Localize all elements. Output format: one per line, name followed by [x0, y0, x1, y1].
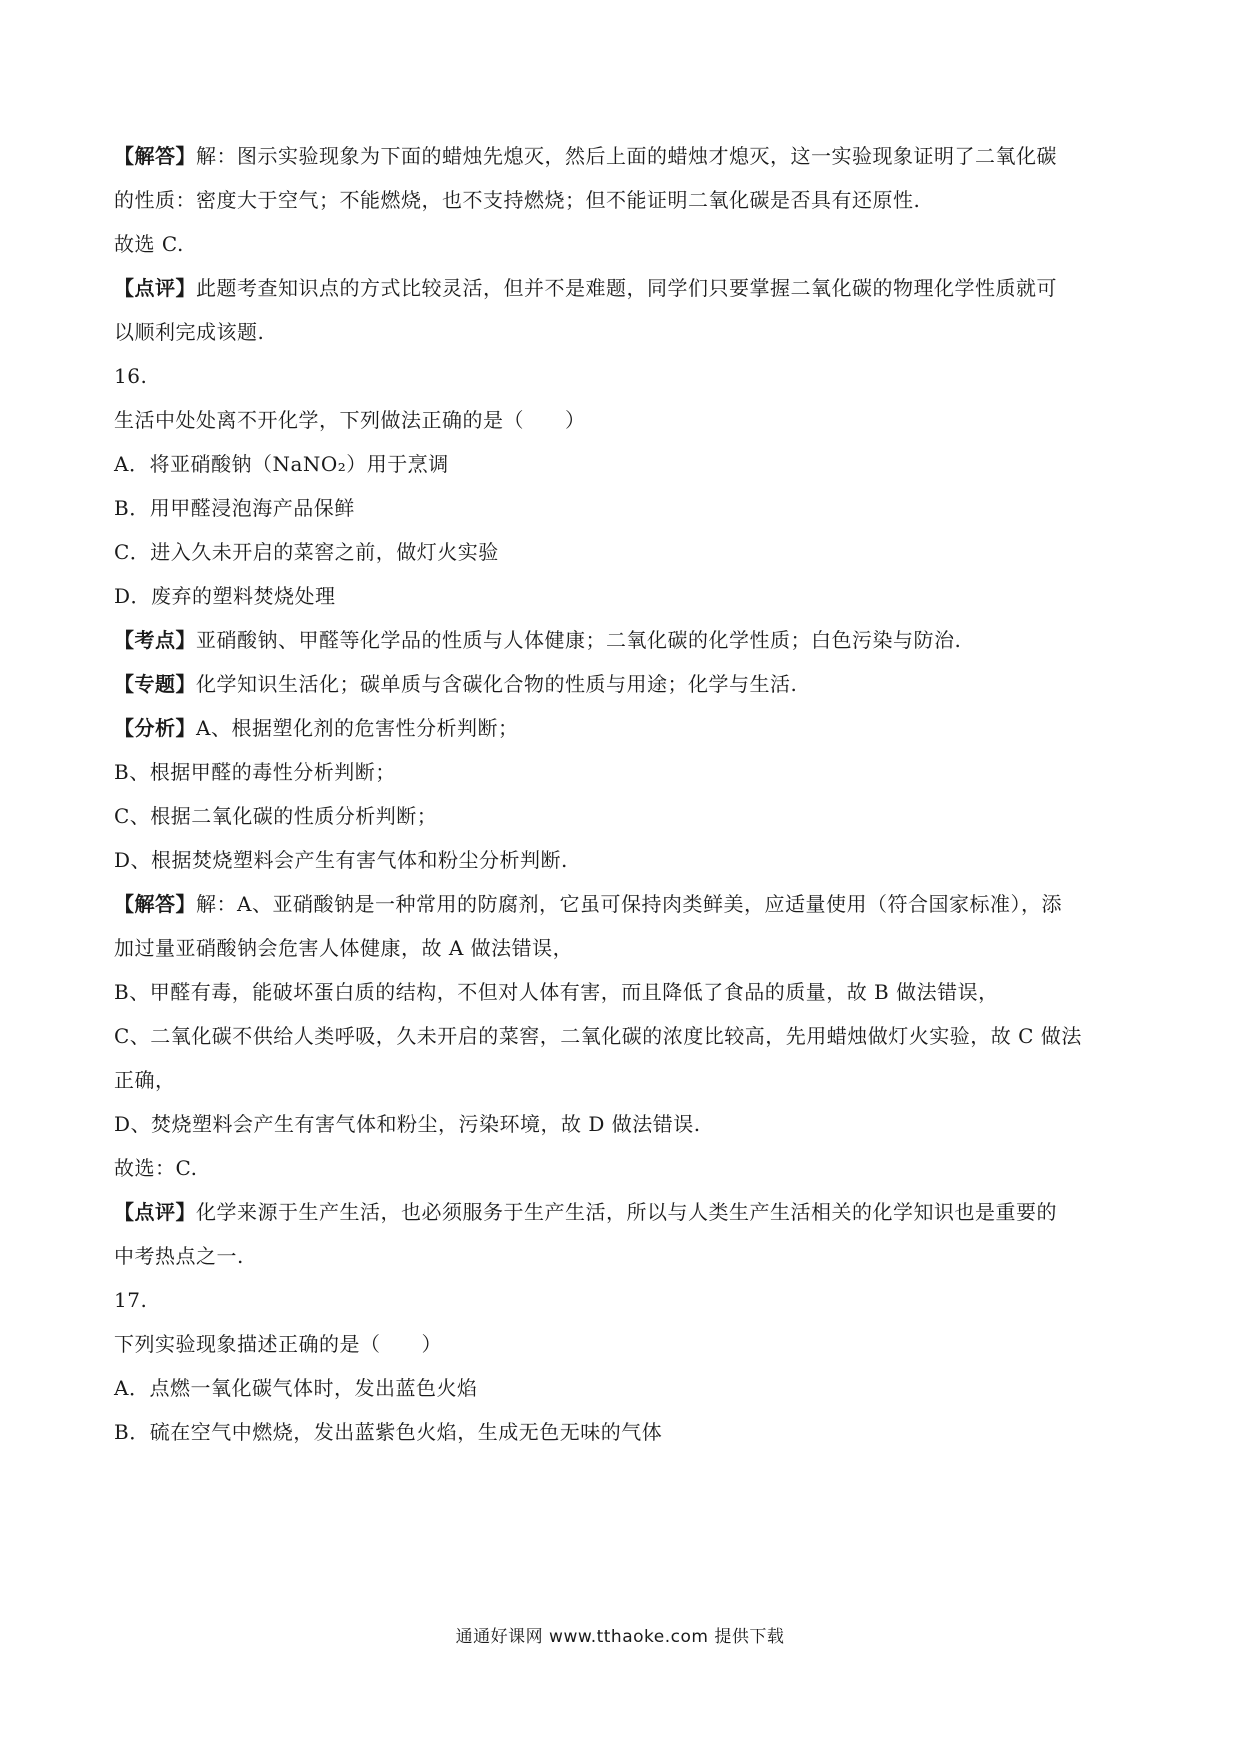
line-text: A．将亚硝酸钠（NaNO₂）用于烹调: [114, 452, 449, 476]
line-text: 故选：C.: [114, 1156, 198, 1180]
text-line-12: [114, 627, 961, 653]
section-tag: 【解答】: [114, 144, 196, 168]
line-text: 16.: [114, 364, 148, 388]
page-footer: 通通好课网 www.tthaoke.com 提供下载: [455, 1627, 785, 1647]
line-text: 化学来源于生产生活，也必须服务于生产生活，所以与人类生产生活相关的化学知识也是重要的: [196, 1200, 1057, 1224]
line-text: 解：A、亚硝酸钠是一种常用的防腐剂，它虽可保持肉类鲜美，应适量使用（符合国家标准），添: [196, 892, 1062, 916]
option-b-17: [114, 1419, 662, 1445]
text-line-23: [114, 1111, 701, 1137]
text-line-18: [114, 891, 1062, 917]
line-text: 故选 C.: [114, 232, 184, 256]
line-text: 下列实验现象描述正确的是（ ）: [114, 1332, 442, 1356]
option-c-16: [114, 539, 499, 565]
section-tag: 【分析】: [114, 716, 196, 740]
line-text: A．点燃一氧化碳气体时，发出蓝色火焰: [114, 1376, 478, 1400]
line-text: 17.: [114, 1288, 148, 1312]
text-line-4: [114, 275, 1057, 301]
line-text: 亚硝酸钠、甲醛等化学品的性质与人体健康；二氧化碳的化学性质；白色污染与防治.: [196, 628, 962, 652]
option-a-17: [114, 1375, 477, 1401]
option-b-16: [114, 495, 355, 521]
line-text: B．硫在空气中燃烧，发出蓝紫色火焰，生成无色无味的气体: [114, 1420, 663, 1444]
text-line-1: [114, 143, 1057, 169]
text-line-15: [114, 759, 396, 785]
option-a-16: [114, 451, 449, 477]
text-line-16: [114, 803, 437, 829]
line-text: 中考热点之一.: [114, 1244, 244, 1268]
question-number-16: [114, 363, 147, 389]
question-number-17: [114, 1287, 147, 1313]
section-tag: 【专题】: [114, 672, 196, 696]
text-line-26: [114, 1243, 244, 1269]
question-stem-16: [114, 407, 586, 433]
section-tag: 【点评】: [114, 276, 196, 300]
line-text: 生活中处处离不开化学，下列做法正确的是（ ）: [114, 408, 586, 432]
text-line-17: [114, 847, 568, 873]
line-text: B、根据甲醛的毒性分析判断；: [114, 760, 396, 784]
question-stem-17: [114, 1331, 442, 1357]
line-text: C、二氧化碳不供给人类呼吸，久未开启的菜窖，二氧化碳的浓度比较高，先用蜡烛做灯火实验，故 C 做法: [114, 1024, 1082, 1048]
line-text: 正确，: [114, 1068, 176, 1092]
line-text: D、根据焚烧塑料会产生有害气体和粉尘分析判断.: [114, 848, 568, 872]
text-line-21: [114, 1023, 1082, 1049]
text-line-5: [114, 319, 264, 345]
line-text: 此题考查知识点的方式比较灵活，但并不是难题，同学们只要掌握二氧化碳的物理化学性质就可: [196, 276, 1057, 300]
line-text: D、焚烧塑料会产生有害气体和粉尘，污染环境，故 D 做法错误.: [114, 1112, 701, 1136]
text-line-20: [114, 979, 999, 1005]
option-d-16: [114, 583, 336, 609]
text-line-24: [114, 1155, 197, 1181]
text-line-25: [114, 1199, 1057, 1225]
text-line-22: [114, 1067, 176, 1093]
line-text: 的性质：密度大于空气；不能燃烧，也不支持燃烧；但不能证明二氧化碳是否具有还原性.: [114, 188, 921, 212]
text-line-14: [114, 715, 518, 741]
line-text: B．用甲醛浸泡海产品保鲜: [114, 496, 355, 520]
line-text: 加过量亚硝酸钠会危害人体健康，故 A 做法错误，: [114, 936, 574, 960]
section-tag: 【考点】: [114, 628, 196, 652]
line-text: D．废弃的塑料焚烧处理: [114, 584, 336, 608]
text-line-13: [114, 671, 797, 697]
line-text: C．进入久未开启的菜窖之前，做灯火实验: [114, 540, 499, 564]
line-text: B、甲醛有毒，能破坏蛋白质的结构，不但对人体有害，而且降低了食品的质量，故 B 做法错误，: [114, 980, 999, 1004]
text-line-2: [114, 187, 920, 213]
line-text: 以顺利完成该题.: [114, 320, 265, 344]
line-text: C、根据二氧化碳的性质分析判断；: [114, 804, 438, 828]
text-line-19: [114, 935, 573, 961]
text-line-3: [114, 231, 184, 257]
line-text: 解：图示实验现象为下面的蜡烛先熄灭，然后上面的蜡烛才熄灭，这一实验现象证明了二氧化碳: [196, 144, 1057, 168]
line-text: A、根据塑化剂的危害性分析判断；: [196, 716, 519, 740]
section-tag: 【解答】: [114, 892, 196, 916]
line-text: 化学知识生活化；碳单质与含碳化合物的性质与用途；化学与生活.: [196, 672, 798, 696]
section-tag: 【点评】: [114, 1200, 196, 1224]
